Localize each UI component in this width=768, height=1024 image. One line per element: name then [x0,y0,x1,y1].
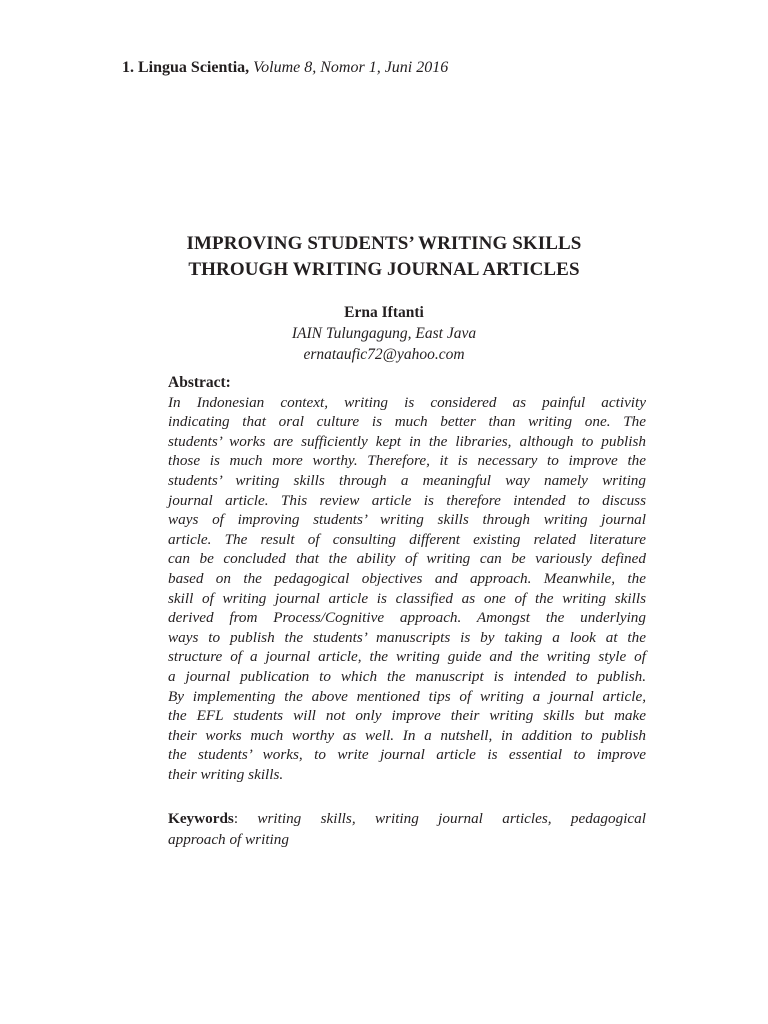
title-line-2: THROUGH WRITING JOURNAL ARTICLES [188,259,580,280]
abstract-line: their works much worthy as well. In a nutshell, in addition to publish [168,726,646,744]
keywords-line-1 [168,808,646,829]
abstract-line: ways to publish the students’ manuscripts is by taking a look at the [168,628,646,646]
journal-name: 1. Lingua Scientia, [122,59,250,76]
journal-issue: Volume 8, Nomor 1, Juni 2016 [249,59,449,76]
abstract-line: By implementing the above mentioned tips of writing a journal article, [168,687,646,705]
abstract-line: the EFL students will not only improve their writing skills but make [168,707,646,725]
abstract-line: the students’ works, to write journal article is essential to improve [168,746,646,764]
title-line-1: IMPROVING STUDENTS’ WRITING SKILLS [186,233,582,254]
abstract-heading: Abstract: [168,374,231,391]
abstract-line: ways of improving students’ writing skills through writing journal [168,511,646,529]
abstract-line: derived from Process/Cognitive approach. Amongst the underlying [168,609,646,627]
abstract-line: based on the pedagogical objectives and approach. Meanwhile, the [168,569,646,587]
abstract-line: a journal publication to which the manuscript is intended to publish. [168,667,646,685]
abstract-line: those is much more worthy. Therefore, it is necessary to improve the [168,452,646,470]
author-block [120,302,648,365]
keywords-values: writing skills, writing journal articles, pedagogical [257,810,646,827]
abstract-line: journal article. This review article is therefore intended to discuss [168,491,646,509]
abstract-line: their writing skills. [168,765,284,783]
abstract-line: students’ works are sufficiently kept in the libraries, although to publish [168,432,646,450]
keywords-section [168,808,646,850]
abstract-section [168,373,646,784]
author-email: ernataufic72@yahoo.com [303,346,465,363]
author-name: Erna Iftanti [344,304,424,321]
keywords-separator: : [233,810,258,827]
abstract-line: structure of a journal article, the writing guide and the writing style of [168,648,646,666]
article-title [120,231,648,283]
abstract-line: skill of writing journal article is classified as one of the writing skills [168,589,646,607]
abstract-body [168,393,646,785]
running-header [122,58,448,78]
abstract-line: students’ writing skills through a meaningful way namely writing [168,471,646,489]
author-affiliation: IAIN Tulungagung, East Java [291,325,477,342]
keywords-label: Keywords [168,810,234,827]
abstract-line: can be concluded that the ability of writing can be variously defined [168,550,646,568]
abstract-line: article. The result of consulting different existing related literature [168,530,646,548]
keywords-line-2: approach of writing [168,831,289,848]
abstract-line: indicating that oral culture is much better than writing one. The [168,413,646,431]
abstract-line: In Indonesian context, writing is considered as painful activity [168,393,646,411]
